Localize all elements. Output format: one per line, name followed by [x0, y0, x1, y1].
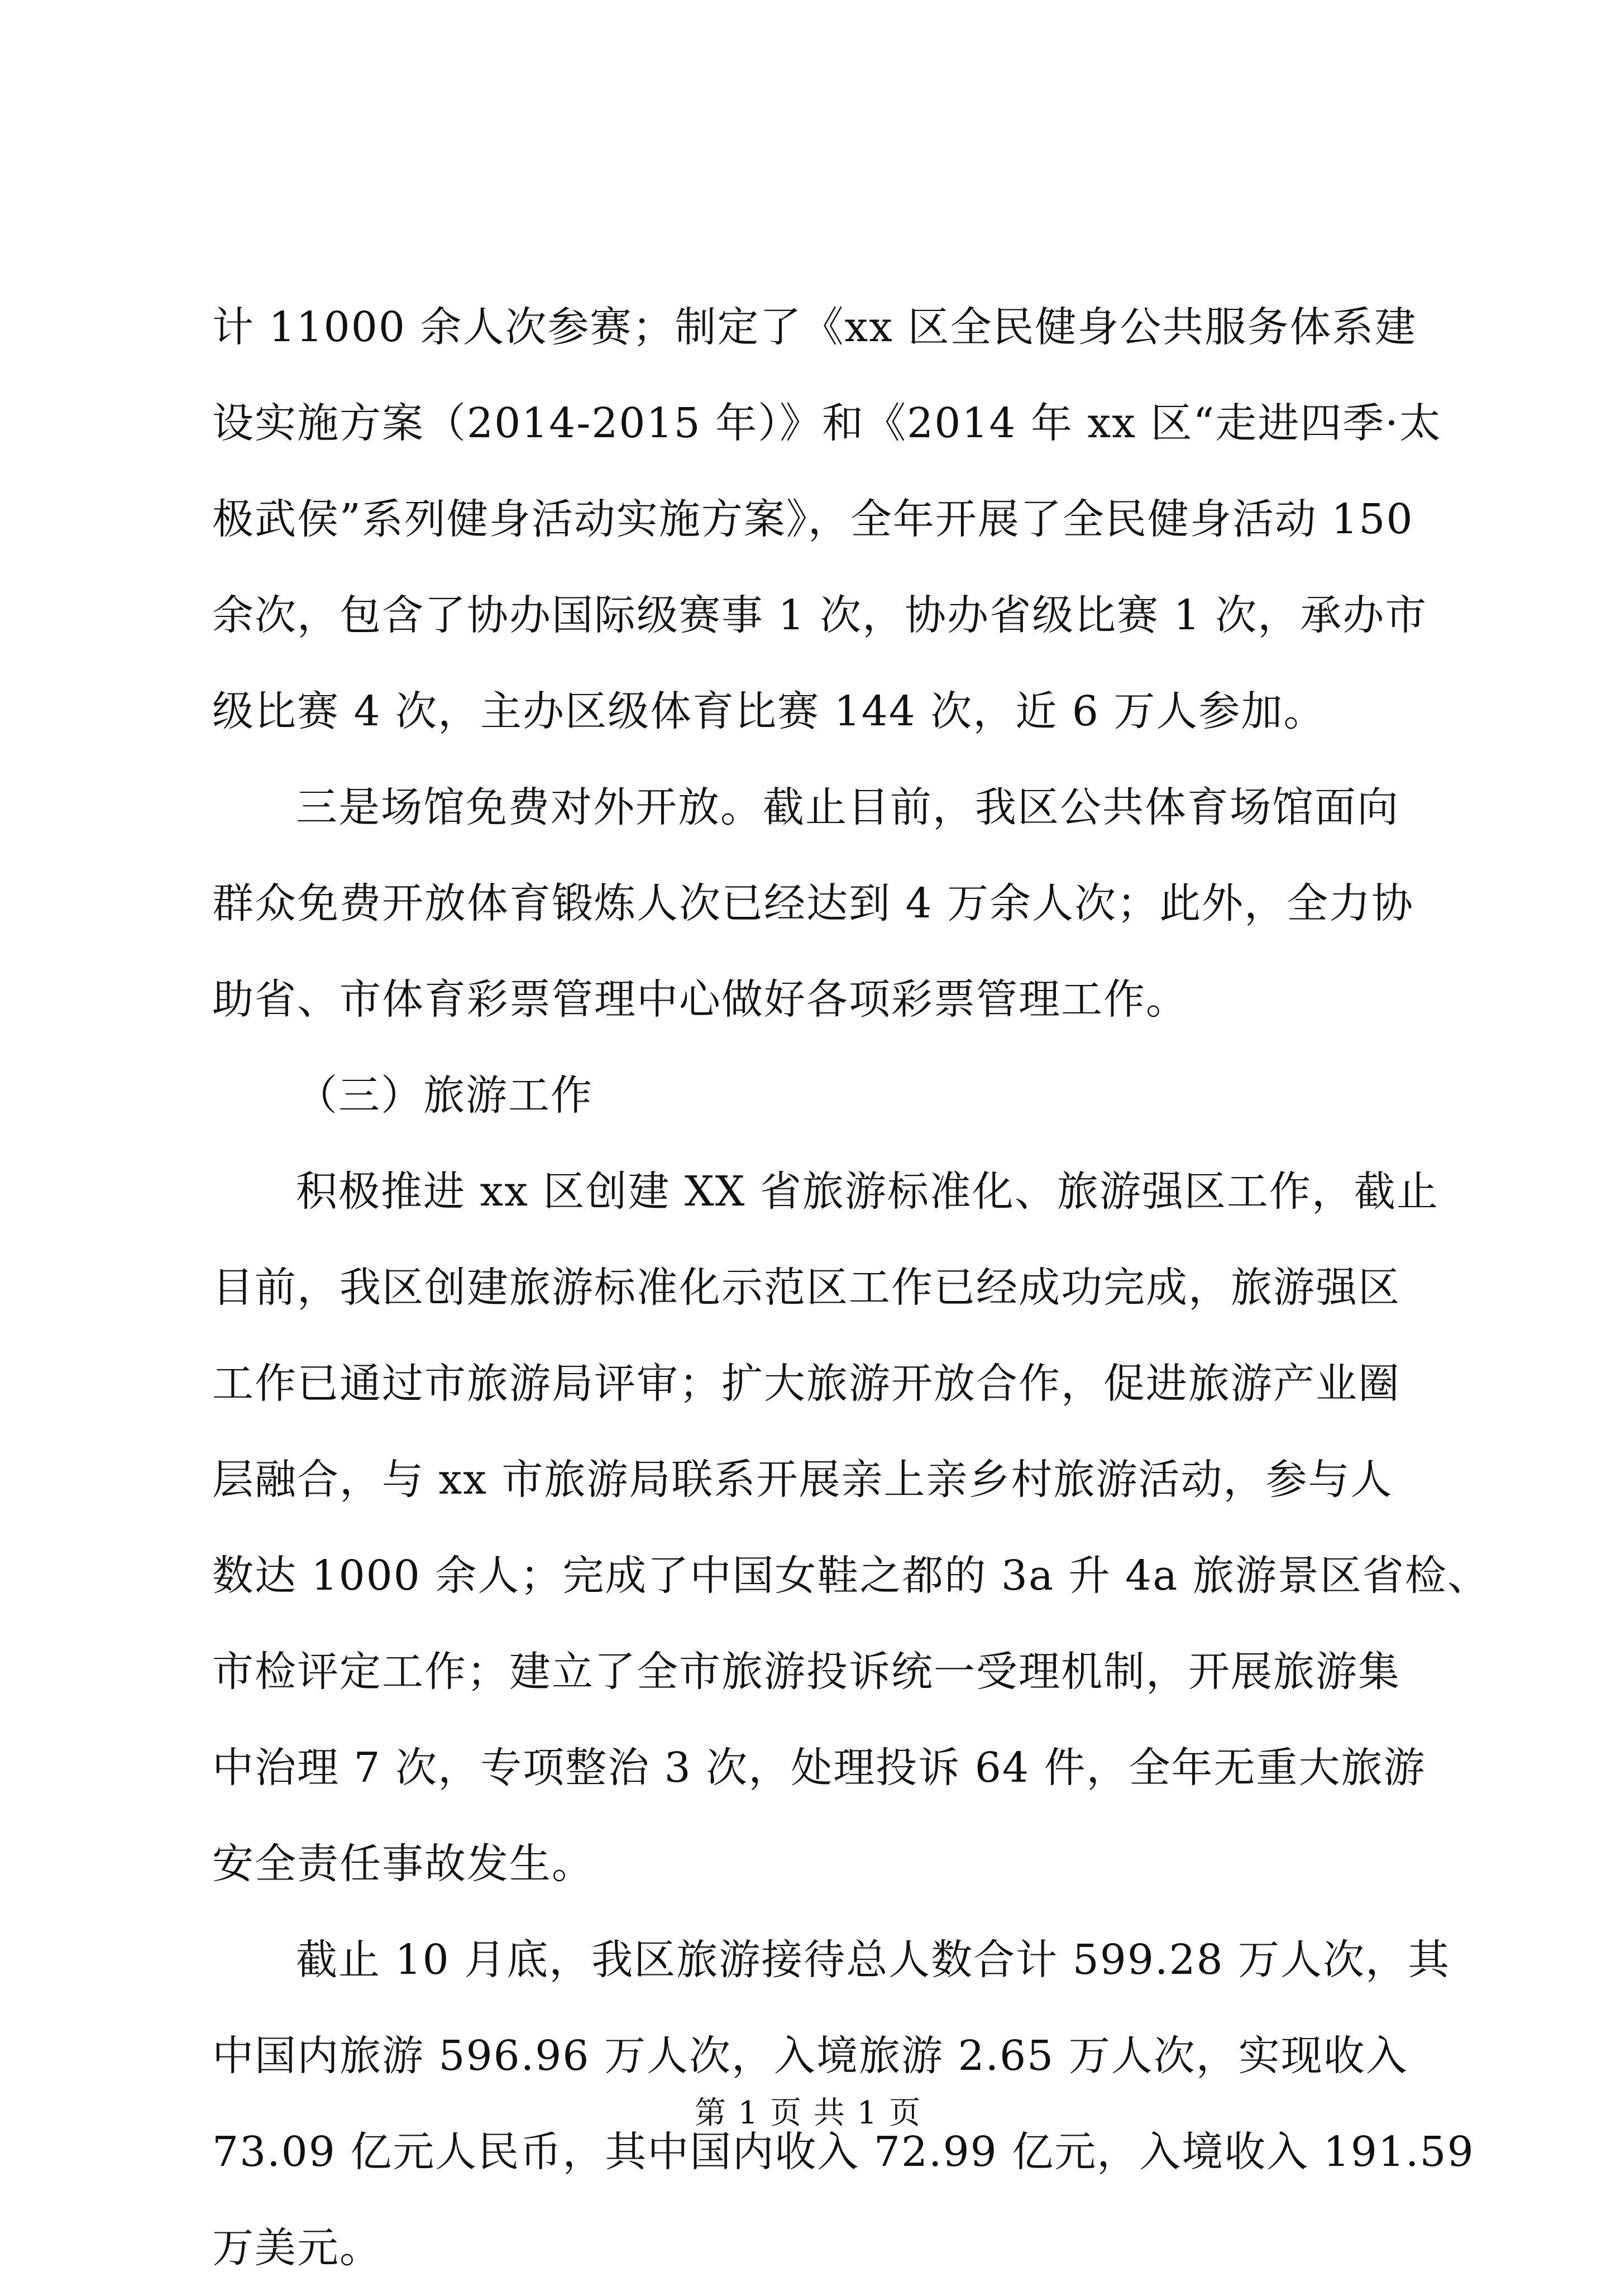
text-line-11: 目前，我区创建旅游标准化示范区工作已经成功完成，旅游强区 — [212, 1264, 1400, 1312]
text-line-6: 三是场馆免费对外开放。截止目前，我区公共体育场馆面向 — [296, 783, 1399, 831]
text-line-5: 级比赛 4 次，主办区级体育比赛 144 次，近 6 万人参加。 — [212, 687, 1326, 735]
text-line-18: 截止 10 月底，我区旅游接待总人数合计 599.28 万人次，其 — [296, 1936, 1451, 1984]
section-heading: （三）旅游工作 — [296, 1072, 593, 1120]
text-line-20: 73.09 亿元人民币，其中国内收入 72.99 亿元，入境收入 191.59 — [212, 2128, 1475, 2176]
text-line-16: 中治理 7 次，专项整治 3 次，处理投诉 64 件，全年无重大旅游 — [212, 1744, 1426, 1792]
text-line-12: 工作已通过市旅游局评审；扩大旅游开放合作，促进旅游产业圈 — [212, 1360, 1400, 1408]
text-line-10: 积极推进 xx 区创建 XX 省旅游标准化、旅游强区工作，截止 — [296, 1168, 1439, 1216]
text-line-1: 计 11000 余人次参赛；制定了《xx 区全民健身公共服务体系建 — [212, 303, 1417, 351]
document-body — [212, 279, 1490, 2296]
text-line-7: 群众免费开放体育锻炼人次已经达到 4 万余人次；此外，全力协 — [212, 879, 1414, 927]
text-line-4: 余次，包含了协办国际级赛事 1 次，协办省级比赛 1 次，承办市 — [212, 591, 1428, 639]
text-line-8: 助省、市体育彩票管理中心做好各项彩票管理工作。 — [212, 975, 1188, 1023]
text-line-15: 市检评定工作；建立了全市旅游投诉统一受理机制，开展旅游集 — [212, 1648, 1400, 1696]
text-line-17: 安全责任事故发生。 — [212, 1840, 594, 1888]
text-line-14: 数达 1000 余人；完成了中国女鞋之都的 3a 升 4a 旅游景区省检、 — [212, 1552, 1490, 1600]
text-line-13: 层融合，与 xx 市旅游局联系开展亲上亲乡村旅游活动，参与人 — [212, 1456, 1393, 1504]
text-line-3: 极武侯”系列健身活动实施方案》，全年开展了全民健身活动 150 — [212, 495, 1414, 543]
text-line-2: 设实施方案（2014-2015 年）》和《2014 年 xx 区“走进四季·太 — [212, 399, 1442, 447]
text-line-19: 中国内旅游 596.96 万人次，入境旅游 2.65 万人次，实现收入 — [212, 2032, 1408, 2080]
text-line-21: 万美元。 — [212, 2224, 382, 2272]
page-footer: 第 1 页 共 1 页 — [694, 2095, 922, 2131]
